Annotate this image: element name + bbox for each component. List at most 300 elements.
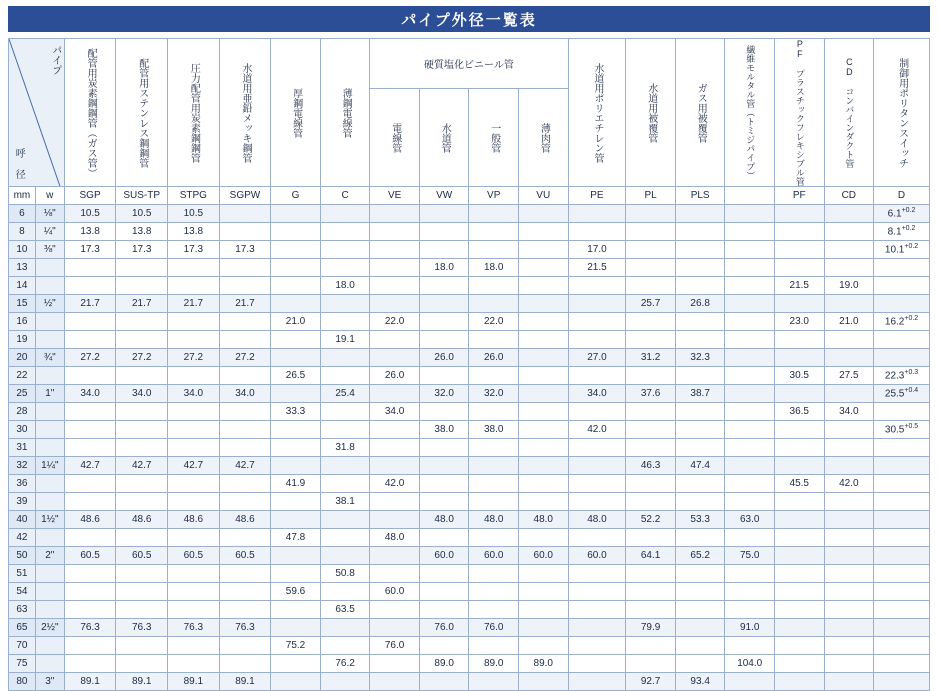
value-cell bbox=[824, 259, 874, 277]
value-cell bbox=[219, 439, 271, 457]
value-cell bbox=[874, 655, 930, 673]
value-cell bbox=[370, 673, 420, 691]
value-cell bbox=[419, 367, 469, 385]
value-cell bbox=[874, 673, 930, 691]
value-cell bbox=[675, 205, 725, 223]
value-cell: 60.0 bbox=[370, 583, 420, 601]
value-cell bbox=[626, 475, 676, 493]
table-row bbox=[9, 673, 930, 691]
value-cell: 48.6 bbox=[64, 511, 116, 529]
value-cell bbox=[774, 385, 824, 403]
value-cell: 34.0 bbox=[568, 385, 626, 403]
value-cell bbox=[419, 529, 469, 547]
value-cell bbox=[116, 601, 168, 619]
value-cell bbox=[219, 403, 271, 421]
value-cell bbox=[271, 493, 321, 511]
value-cell bbox=[774, 637, 824, 655]
value-cell bbox=[874, 547, 930, 565]
value-cell bbox=[64, 493, 116, 511]
value-cell bbox=[320, 583, 370, 601]
value-cell bbox=[675, 439, 725, 457]
value-cell bbox=[874, 565, 930, 583]
value-cell bbox=[320, 637, 370, 655]
value-cell: 42.7 bbox=[168, 457, 220, 475]
value-cell bbox=[568, 583, 626, 601]
value-cell bbox=[874, 493, 930, 511]
value-cell bbox=[168, 439, 220, 457]
value-cell bbox=[518, 457, 568, 475]
value-cell bbox=[469, 673, 519, 691]
value-cell: 18.0 bbox=[320, 277, 370, 295]
value-cell bbox=[64, 475, 116, 493]
value-cell: 89.0 bbox=[518, 655, 568, 673]
value-cell bbox=[320, 367, 370, 385]
value-cell: 21.7 bbox=[64, 295, 116, 313]
col-header-sus-tp: 配管用ステンレス鋼鋼管 bbox=[116, 39, 168, 187]
corner-pipe-label: パイプ bbox=[49, 45, 61, 75]
value-cell: 21.5 bbox=[568, 259, 626, 277]
table-row bbox=[9, 349, 930, 367]
value-cell bbox=[874, 439, 930, 457]
value-cell bbox=[168, 421, 220, 439]
value-cell bbox=[568, 457, 626, 475]
size-mm-cell: 15 bbox=[9, 295, 36, 313]
value-cell bbox=[774, 439, 824, 457]
value-cell bbox=[518, 277, 568, 295]
value-cell bbox=[725, 349, 775, 367]
code-ve: VE bbox=[370, 187, 420, 205]
col-header-vu: 薄肉管 bbox=[518, 89, 568, 187]
value-cell: 38.1 bbox=[320, 493, 370, 511]
value-cell bbox=[320, 349, 370, 367]
value-cell: $22.3^{+0.3}$ bbox=[874, 367, 930, 385]
col-header-ve: 電線管 bbox=[370, 89, 420, 187]
value-cell: 21.7 bbox=[168, 295, 220, 313]
value-cell bbox=[774, 331, 824, 349]
value-cell bbox=[320, 673, 370, 691]
value-cell: 27.2 bbox=[116, 349, 168, 367]
value-cell bbox=[168, 493, 220, 511]
value-cell bbox=[116, 637, 168, 655]
col-header-fiber-mortar: 繊維モルタル管（トミジパイプ） bbox=[725, 39, 775, 187]
size-inch-cell bbox=[35, 493, 64, 511]
value-cell bbox=[725, 421, 775, 439]
value-cell bbox=[626, 565, 676, 583]
value-cell bbox=[419, 439, 469, 457]
value-cell: 42.0 bbox=[824, 475, 874, 493]
value-cell bbox=[271, 619, 321, 637]
table-row bbox=[9, 565, 930, 583]
value-cell bbox=[518, 475, 568, 493]
value-cell bbox=[116, 421, 168, 439]
size-mm-cell: 28 bbox=[9, 403, 36, 421]
value-cell bbox=[469, 403, 519, 421]
value-cell bbox=[626, 655, 676, 673]
value-cell bbox=[626, 205, 676, 223]
value-cell bbox=[219, 529, 271, 547]
table-row bbox=[9, 367, 930, 385]
table-row bbox=[9, 259, 930, 277]
value-cell: 21.7 bbox=[219, 295, 271, 313]
value-cell: 25.7 bbox=[626, 295, 676, 313]
size-inch-cell bbox=[35, 313, 64, 331]
value-cell bbox=[64, 313, 116, 331]
value-cell: $6.1^{+0.2}$ bbox=[874, 205, 930, 223]
value-cell bbox=[320, 475, 370, 493]
value-cell bbox=[518, 619, 568, 637]
value-cell: $10.1^{+0.2}$ bbox=[874, 241, 930, 259]
value-cell bbox=[271, 223, 321, 241]
value-cell: 89.1 bbox=[64, 673, 116, 691]
value-cell bbox=[824, 205, 874, 223]
value-cell bbox=[675, 241, 725, 259]
table-row bbox=[9, 619, 930, 637]
value-cell bbox=[370, 655, 420, 673]
value-cell bbox=[168, 259, 220, 277]
value-cell: 48.0 bbox=[370, 529, 420, 547]
value-cell bbox=[518, 241, 568, 259]
value-cell bbox=[675, 529, 725, 547]
value-cell: 21.5 bbox=[774, 277, 824, 295]
col-header-pls: ガス用被覆管 bbox=[675, 39, 725, 187]
value-cell bbox=[219, 583, 271, 601]
size-inch-cell: 2" bbox=[35, 547, 64, 565]
value-cell bbox=[469, 439, 519, 457]
value-cell bbox=[219, 259, 271, 277]
value-cell bbox=[469, 367, 519, 385]
value-cell: 26.0 bbox=[370, 367, 420, 385]
value-cell bbox=[219, 565, 271, 583]
value-cell bbox=[64, 421, 116, 439]
value-cell: 13.8 bbox=[64, 223, 116, 241]
size-mm-cell: 25 bbox=[9, 385, 36, 403]
value-cell bbox=[626, 601, 676, 619]
value-cell bbox=[568, 205, 626, 223]
value-cell bbox=[774, 529, 824, 547]
size-mm-cell: 40 bbox=[9, 511, 36, 529]
value-cell bbox=[725, 331, 775, 349]
value-cell bbox=[626, 637, 676, 655]
value-cell bbox=[419, 241, 469, 259]
value-cell: 26.0 bbox=[419, 349, 469, 367]
code-pls: PLS bbox=[675, 187, 725, 205]
value-cell: 32.0 bbox=[469, 385, 519, 403]
value-cell bbox=[824, 673, 874, 691]
value-cell bbox=[219, 331, 271, 349]
table-row bbox=[9, 241, 930, 259]
value-cell: 18.0 bbox=[469, 259, 519, 277]
value-cell: 10.5 bbox=[116, 205, 168, 223]
value-cell: 18.0 bbox=[419, 259, 469, 277]
size-inch-cell: ⅛" bbox=[35, 205, 64, 223]
value-cell bbox=[518, 565, 568, 583]
value-cell bbox=[626, 277, 676, 295]
value-cell: 10.5 bbox=[64, 205, 116, 223]
code-d: D bbox=[874, 187, 930, 205]
size-mm-cell: 16 bbox=[9, 313, 36, 331]
value-cell bbox=[168, 475, 220, 493]
value-cell bbox=[725, 367, 775, 385]
size-inch-cell: 2½" bbox=[35, 619, 64, 637]
value-cell: 48.0 bbox=[469, 511, 519, 529]
size-mm-cell: 6 bbox=[9, 205, 36, 223]
code-c: C bbox=[320, 187, 370, 205]
size-mm-cell: 8 bbox=[9, 223, 36, 241]
value-cell: 47.8 bbox=[271, 529, 321, 547]
table-row bbox=[9, 529, 930, 547]
value-cell: 52.2 bbox=[626, 511, 676, 529]
value-cell bbox=[824, 421, 874, 439]
value-cell bbox=[568, 565, 626, 583]
value-cell: 19.0 bbox=[824, 277, 874, 295]
value-cell bbox=[774, 295, 824, 313]
value-cell bbox=[469, 637, 519, 655]
value-cell bbox=[271, 205, 321, 223]
value-cell bbox=[874, 331, 930, 349]
value-cell bbox=[469, 601, 519, 619]
value-cell: 48.6 bbox=[168, 511, 220, 529]
value-cell bbox=[824, 655, 874, 673]
value-cell bbox=[116, 331, 168, 349]
value-cell: 89.1 bbox=[219, 673, 271, 691]
value-cell bbox=[271, 655, 321, 673]
value-cell bbox=[626, 529, 676, 547]
size-mm-cell: 42 bbox=[9, 529, 36, 547]
value-cell bbox=[518, 403, 568, 421]
value-cell bbox=[419, 601, 469, 619]
value-cell bbox=[725, 313, 775, 331]
size-inch-cell bbox=[35, 259, 64, 277]
value-cell bbox=[271, 457, 321, 475]
size-inch-cell: 1½" bbox=[35, 511, 64, 529]
value-cell: 33.3 bbox=[271, 403, 321, 421]
size-mm-cell: 30 bbox=[9, 421, 36, 439]
value-cell bbox=[626, 367, 676, 385]
value-cell bbox=[271, 565, 321, 583]
value-cell bbox=[64, 259, 116, 277]
value-cell: 17.3 bbox=[219, 241, 271, 259]
value-cell bbox=[64, 601, 116, 619]
value-cell bbox=[320, 259, 370, 277]
col-header-cd: CD コンバインダクト管 bbox=[824, 39, 874, 187]
value-cell bbox=[774, 205, 824, 223]
value-cell bbox=[419, 403, 469, 421]
value-cell bbox=[824, 619, 874, 637]
value-cell: 34.0 bbox=[64, 385, 116, 403]
size-mm-cell: 70 bbox=[9, 637, 36, 655]
value-cell bbox=[168, 601, 220, 619]
value-cell: 27.5 bbox=[824, 367, 874, 385]
value-cell bbox=[320, 547, 370, 565]
col-header-vp: 一般管 bbox=[469, 89, 519, 187]
value-cell bbox=[568, 529, 626, 547]
value-cell bbox=[824, 601, 874, 619]
value-cell: 91.0 bbox=[725, 619, 775, 637]
size-mm-cell: 19 bbox=[9, 331, 36, 349]
value-cell bbox=[675, 565, 725, 583]
value-cell bbox=[675, 655, 725, 673]
size-mm-cell: 39 bbox=[9, 493, 36, 511]
value-cell bbox=[116, 655, 168, 673]
table-row bbox=[9, 547, 930, 565]
value-cell bbox=[271, 349, 321, 367]
value-cell bbox=[64, 439, 116, 457]
col-group-pvc: 硬質塩化ビニール管 bbox=[370, 39, 568, 89]
value-cell: 60.0 bbox=[518, 547, 568, 565]
value-cell bbox=[370, 511, 420, 529]
table-row bbox=[9, 205, 930, 223]
value-cell bbox=[518, 295, 568, 313]
table-row bbox=[9, 583, 930, 601]
value-cell bbox=[419, 637, 469, 655]
value-cell bbox=[518, 259, 568, 277]
code-fiber-mortar bbox=[725, 187, 775, 205]
value-cell bbox=[874, 403, 930, 421]
value-cell bbox=[774, 565, 824, 583]
table-row bbox=[9, 655, 930, 673]
size-inch-cell: 3" bbox=[35, 673, 64, 691]
size-mm-cell: 63 bbox=[9, 601, 36, 619]
table-row bbox=[9, 457, 930, 475]
value-cell bbox=[370, 421, 420, 439]
value-cell bbox=[626, 313, 676, 331]
value-cell bbox=[568, 331, 626, 349]
value-cell bbox=[725, 259, 775, 277]
value-cell bbox=[675, 493, 725, 511]
value-cell: 22.0 bbox=[370, 313, 420, 331]
value-cell bbox=[320, 421, 370, 439]
value-cell bbox=[626, 259, 676, 277]
value-cell: 17.0 bbox=[568, 241, 626, 259]
value-cell bbox=[518, 205, 568, 223]
unit-mm: mm bbox=[9, 187, 36, 205]
value-cell bbox=[725, 565, 775, 583]
value-cell: $8.1^{+0.2}$ bbox=[874, 223, 930, 241]
value-cell bbox=[320, 511, 370, 529]
value-cell: 34.0 bbox=[219, 385, 271, 403]
value-cell bbox=[168, 529, 220, 547]
value-cell: 21.0 bbox=[824, 313, 874, 331]
size-mm-cell: 31 bbox=[9, 439, 36, 457]
col-header-c: 薄鋼電線管 bbox=[320, 39, 370, 187]
value-cell bbox=[469, 493, 519, 511]
value-cell bbox=[469, 583, 519, 601]
value-cell bbox=[370, 439, 420, 457]
value-cell bbox=[370, 205, 420, 223]
value-cell bbox=[568, 637, 626, 655]
value-cell: 34.0 bbox=[824, 403, 874, 421]
table-row bbox=[9, 277, 930, 295]
col-header-pe: 水道用ポリエチレン管 bbox=[568, 39, 626, 187]
size-mm-cell: 32 bbox=[9, 457, 36, 475]
value-cell bbox=[219, 205, 271, 223]
value-cell bbox=[116, 439, 168, 457]
value-cell bbox=[370, 565, 420, 583]
value-cell bbox=[219, 421, 271, 439]
size-mm-cell: 36 bbox=[9, 475, 36, 493]
value-cell bbox=[370, 349, 420, 367]
value-cell bbox=[116, 367, 168, 385]
value-cell bbox=[518, 529, 568, 547]
value-cell: 45.5 bbox=[774, 475, 824, 493]
value-cell bbox=[168, 313, 220, 331]
value-cell bbox=[370, 547, 420, 565]
value-cell bbox=[774, 223, 824, 241]
value-cell: 25.4 bbox=[320, 385, 370, 403]
value-cell: 21.0 bbox=[271, 313, 321, 331]
value-cell bbox=[469, 277, 519, 295]
table-row bbox=[9, 439, 930, 457]
value-cell bbox=[774, 421, 824, 439]
size-mm-cell: 50 bbox=[9, 547, 36, 565]
value-cell: 41.9 bbox=[271, 475, 321, 493]
value-cell bbox=[116, 475, 168, 493]
size-inch-cell: 1" bbox=[35, 385, 64, 403]
value-cell: 76.0 bbox=[469, 619, 519, 637]
value-cell bbox=[568, 493, 626, 511]
value-cell bbox=[320, 619, 370, 637]
value-cell: 76.3 bbox=[219, 619, 271, 637]
corner-cell bbox=[9, 39, 65, 187]
value-cell bbox=[568, 277, 626, 295]
value-cell bbox=[874, 277, 930, 295]
size-inch-cell: ½" bbox=[35, 295, 64, 313]
value-cell: $16.2^{+0.2}$ bbox=[874, 313, 930, 331]
size-mm-cell: 14 bbox=[9, 277, 36, 295]
value-cell bbox=[469, 205, 519, 223]
value-cell bbox=[64, 277, 116, 295]
value-cell bbox=[626, 583, 676, 601]
value-cell bbox=[469, 475, 519, 493]
table-row bbox=[9, 601, 930, 619]
value-cell bbox=[725, 439, 775, 457]
value-cell bbox=[824, 457, 874, 475]
size-mm-cell: 80 bbox=[9, 673, 36, 691]
value-cell: 60.5 bbox=[116, 547, 168, 565]
value-cell bbox=[116, 277, 168, 295]
value-cell bbox=[725, 601, 775, 619]
size-inch-cell: ¾" bbox=[35, 349, 64, 367]
value-cell bbox=[116, 313, 168, 331]
size-inch-cell bbox=[35, 637, 64, 655]
value-cell bbox=[271, 277, 321, 295]
value-cell bbox=[568, 619, 626, 637]
value-cell bbox=[64, 529, 116, 547]
value-cell: 60.0 bbox=[469, 547, 519, 565]
value-cell bbox=[725, 673, 775, 691]
size-inch-cell bbox=[35, 583, 64, 601]
value-cell bbox=[626, 421, 676, 439]
value-cell bbox=[675, 475, 725, 493]
value-cell bbox=[370, 457, 420, 475]
size-inch-cell bbox=[35, 655, 64, 673]
value-cell bbox=[626, 331, 676, 349]
value-cell bbox=[675, 313, 725, 331]
col-header-g: 厚鋼電線管 bbox=[271, 39, 321, 187]
value-cell bbox=[675, 223, 725, 241]
value-cell bbox=[469, 331, 519, 349]
value-cell bbox=[874, 259, 930, 277]
value-cell: 92.7 bbox=[626, 673, 676, 691]
value-cell bbox=[370, 619, 420, 637]
value-cell bbox=[271, 511, 321, 529]
value-cell: 50.8 bbox=[320, 565, 370, 583]
value-cell bbox=[370, 331, 420, 349]
value-cell bbox=[370, 277, 420, 295]
value-cell bbox=[774, 457, 824, 475]
value-cell: 89.1 bbox=[116, 673, 168, 691]
value-cell bbox=[271, 259, 321, 277]
